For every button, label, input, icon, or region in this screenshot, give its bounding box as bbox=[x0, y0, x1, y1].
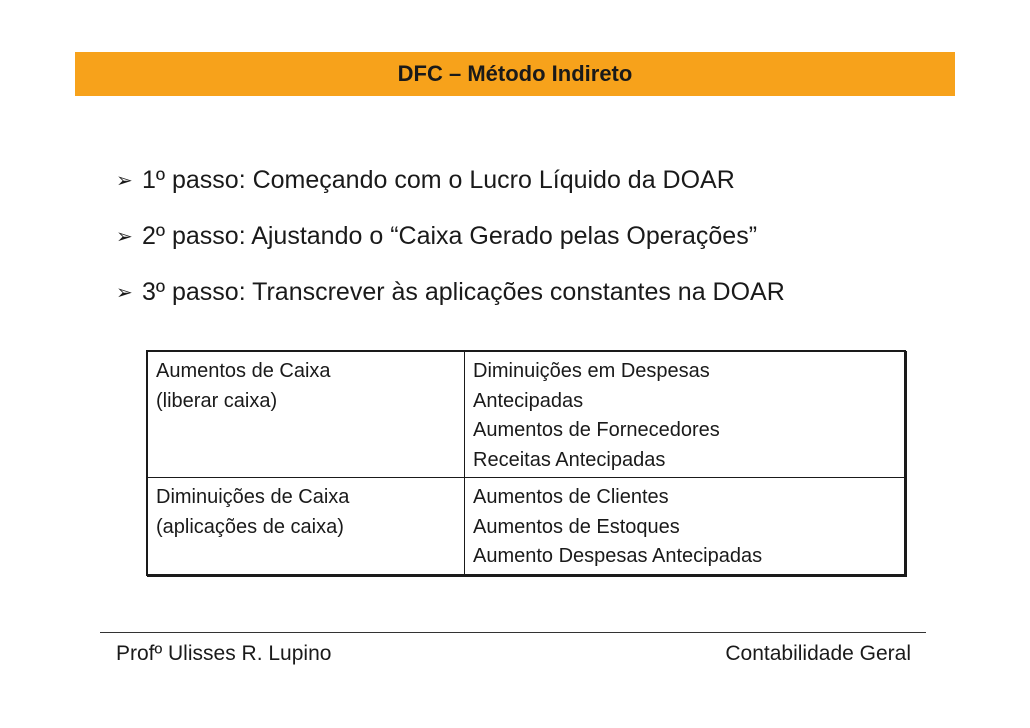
category-cell bbox=[147, 478, 465, 575]
item-line: Receitas Antecipadas bbox=[473, 448, 666, 471]
arrow-bullet-icon: ➢ bbox=[116, 169, 133, 192]
items-cell bbox=[465, 478, 906, 575]
item-line: Aumentos de Clientes bbox=[473, 486, 669, 509]
step-text: 2º passo: Ajustando o “Caixa Gerado pelas Operações” bbox=[142, 221, 758, 250]
item-line: Diminuições em Despesas bbox=[473, 360, 710, 382]
item-line: Antecipadas bbox=[473, 389, 584, 412]
item-line: Aumento Despesas Antecipadas bbox=[473, 545, 763, 568]
step-text: 1º passo: Começando com o Lucro Líquido da DOAR bbox=[142, 165, 735, 194]
arrow-bullet-icon: ➢ bbox=[116, 281, 133, 304]
step-item-1 bbox=[116, 152, 785, 208]
category-cell bbox=[147, 351, 465, 478]
footer-divider bbox=[100, 632, 926, 633]
cash-flow-table bbox=[146, 350, 906, 576]
category-sublabel: (liberar caixa) bbox=[156, 389, 278, 412]
category-label: Aumentos de Caixa bbox=[156, 360, 331, 382]
table-row-cash-increases bbox=[147, 351, 905, 478]
category-sublabel: (aplicações de caixa) bbox=[156, 515, 344, 538]
footer-author: Profº Ulisses R. Lupino bbox=[116, 642, 332, 665]
arrow-bullet-icon: ➢ bbox=[116, 225, 133, 248]
category-label: Diminuições de Caixa bbox=[156, 486, 350, 509]
step-item-2 bbox=[116, 208, 785, 264]
step-item-3 bbox=[116, 264, 785, 320]
step-text: 3º passo: Transcrever às aplicações constantes na DOAR bbox=[142, 277, 785, 306]
title-bar bbox=[75, 52, 955, 96]
items-cell bbox=[465, 351, 906, 478]
table-row-cash-decreases bbox=[147, 478, 905, 575]
steps-list bbox=[116, 152, 785, 320]
slide-title: DFC – Método Indireto bbox=[397, 61, 633, 86]
item-line: Aumentos de Fornecedores bbox=[473, 419, 720, 441]
item-line: Aumentos de Estoques bbox=[473, 515, 680, 538]
footer-course: Contabilidade Geral bbox=[725, 642, 911, 665]
